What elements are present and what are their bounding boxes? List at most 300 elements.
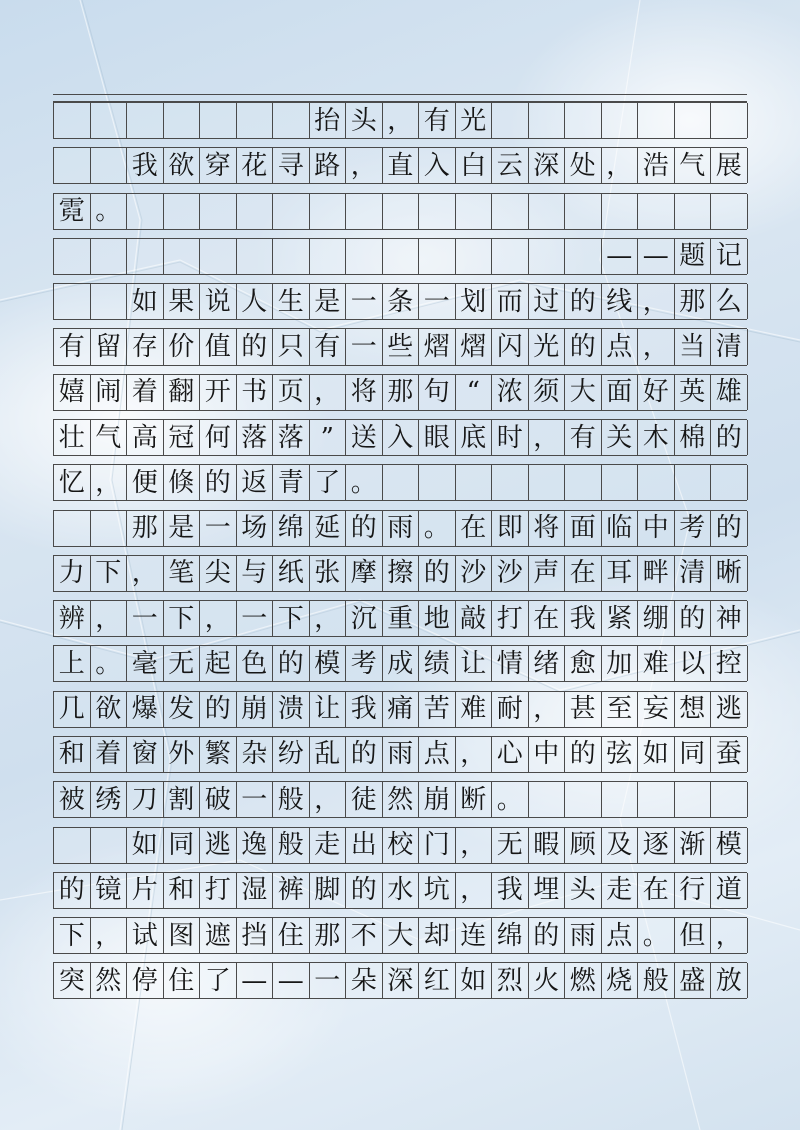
grid-cell: — <box>602 239 639 274</box>
grid-cell: ， <box>91 465 128 500</box>
grid-cell: 便 <box>127 465 164 500</box>
grid-cell: 绵 <box>273 511 310 546</box>
grid-cell: 住 <box>164 963 201 998</box>
grid-cell: 的 <box>529 918 566 953</box>
grid-cell: 的 <box>200 465 237 500</box>
grid-cell: 打 <box>492 601 529 636</box>
grid-cell: 绣 <box>91 782 128 817</box>
grid-cell <box>675 782 712 817</box>
grid-cell: 停 <box>127 963 164 998</box>
grid-cell <box>54 511 91 546</box>
grid-cell: 上 <box>54 646 91 681</box>
grid-cell: 在 <box>565 556 602 591</box>
grid-cell: 条 <box>383 284 420 319</box>
grid-cell: 繁 <box>200 737 237 772</box>
grid-cell: ， <box>456 873 493 908</box>
grid-cell: 耳 <box>602 556 639 591</box>
grid-cell: 面 <box>565 511 602 546</box>
grid-cell: 那 <box>675 284 712 319</box>
grid-cell: 至 <box>602 692 639 727</box>
grid-cell <box>383 194 420 229</box>
grid-cell: ， <box>456 737 493 772</box>
top-rule-line <box>53 94 747 102</box>
grid-cell: 有 <box>419 103 456 138</box>
grid-cell <box>127 194 164 229</box>
grid-cell: 句 <box>419 375 456 410</box>
grid-cell: 时 <box>492 420 529 455</box>
grid-cell <box>456 239 493 274</box>
grid-cell: 落 <box>237 420 274 455</box>
grid-cell: 的 <box>346 511 383 546</box>
grid-cell: 木 <box>638 420 675 455</box>
grid-cell: 坑 <box>419 873 456 908</box>
grid-cell: 打 <box>200 873 237 908</box>
grid-cell: 浩 <box>638 148 675 183</box>
grid-cell: — <box>638 239 675 274</box>
grid-cell: 想 <box>675 692 712 727</box>
grid-cell <box>675 103 712 138</box>
grid-cell: 试 <box>127 918 164 953</box>
grid-cell: 耐 <box>492 692 529 727</box>
grid-cell: 题 <box>675 239 712 274</box>
grid-cell <box>200 239 237 274</box>
grid-cell: 门 <box>419 828 456 863</box>
grid-cell: 的 <box>54 873 91 908</box>
grid-cell <box>638 194 675 229</box>
grid-cell: 翻 <box>164 375 201 410</box>
grid-cell: 。 <box>91 646 128 681</box>
grid-cell: 突 <box>54 963 91 998</box>
grid-cell <box>164 239 201 274</box>
grid-cell: 一 <box>310 963 347 998</box>
grid-cell: 力 <box>54 556 91 591</box>
grid-row <box>53 555 747 592</box>
grid-cell <box>127 103 164 138</box>
grid-cell: 难 <box>456 692 493 727</box>
grid-cell: 以 <box>675 646 712 681</box>
grid-cell: 将 <box>346 375 383 410</box>
grid-cell: ， <box>456 828 493 863</box>
grid-cell: 道 <box>711 873 748 908</box>
grid-cell: 的 <box>237 329 274 364</box>
grid-row <box>53 510 747 547</box>
grid-cell: 寻 <box>273 148 310 183</box>
grid-cell: 心 <box>492 737 529 772</box>
grid-cell: 沉 <box>346 601 383 636</box>
grid-cell: 人 <box>237 284 274 319</box>
grid-cell: 头 <box>346 103 383 138</box>
grid-cell: 如 <box>638 737 675 772</box>
grid-cell: 走 <box>310 828 347 863</box>
grid-cell: 但 <box>675 918 712 953</box>
grid-cell: 果 <box>164 284 201 319</box>
grid-cell <box>91 284 128 319</box>
grid-cell: 声 <box>529 556 566 591</box>
grid-cell: 红 <box>419 963 456 998</box>
grid-cell: 有 <box>565 420 602 455</box>
grid-cell: ， <box>310 782 347 817</box>
grid-cell: 路 <box>310 148 347 183</box>
grid-cell: 的 <box>200 692 237 727</box>
grid-cell: ， <box>529 420 566 455</box>
grid-cell: 的 <box>565 284 602 319</box>
grid-cell: 水 <box>383 873 420 908</box>
grid-cell: 深 <box>529 148 566 183</box>
grid-cell <box>54 828 91 863</box>
grid-cell: 沙 <box>492 556 529 591</box>
grid-cell: ， <box>91 918 128 953</box>
grid-cell: ， <box>638 329 675 364</box>
grid-cell: 的 <box>273 646 310 681</box>
grid-cell: 般 <box>638 963 675 998</box>
grid-cell: 逐 <box>638 828 675 863</box>
grid-cell: 张 <box>310 556 347 591</box>
grid-cell: 盛 <box>675 963 712 998</box>
grid-cell: 深 <box>383 963 420 998</box>
grid-cell: 冠 <box>164 420 201 455</box>
grid-cell: 埋 <box>529 873 566 908</box>
grid-cell <box>419 465 456 500</box>
grid-cell: 让 <box>310 692 347 727</box>
grid-cell: 延 <box>310 511 347 546</box>
grid-cell: 校 <box>383 828 420 863</box>
grid-cell: 些 <box>383 329 420 364</box>
grid-row <box>53 691 747 728</box>
grid-cell: 闹 <box>91 375 128 410</box>
grid-cell: 发 <box>164 692 201 727</box>
grid-cell: 线 <box>602 284 639 319</box>
grid-cell <box>711 782 748 817</box>
grid-cell <box>200 103 237 138</box>
grid-cell: 。 <box>492 782 529 817</box>
grid-cell: 清 <box>711 329 748 364</box>
grid-cell: 的 <box>346 737 383 772</box>
grid-cell: 那 <box>127 511 164 546</box>
grid-cell: 穿 <box>200 148 237 183</box>
grid-cell: 面 <box>602 375 639 410</box>
grid-cell: 被 <box>54 782 91 817</box>
grid-cell: 乱 <box>310 737 347 772</box>
grid-cell: 弦 <box>602 737 639 772</box>
grid-cell: 让 <box>456 646 493 681</box>
grid-cell: 雨 <box>565 918 602 953</box>
grid-cell: 徒 <box>346 782 383 817</box>
grid-cell: 那 <box>383 375 420 410</box>
grid-cell: 一 <box>419 284 456 319</box>
grid-cell <box>310 194 347 229</box>
grid-cell <box>638 103 675 138</box>
grid-cell: 当 <box>675 329 712 364</box>
grid-cell: 有 <box>310 329 347 364</box>
grid-cell: 。 <box>638 918 675 953</box>
grid-cell <box>675 465 712 500</box>
grid-cell: 纷 <box>273 737 310 772</box>
grid-cell: 记 <box>711 239 748 274</box>
grid-cell <box>91 828 128 863</box>
grid-cell: 图 <box>164 918 201 953</box>
grid-cell: 愈 <box>565 646 602 681</box>
grid-cell: 的 <box>419 556 456 591</box>
grid-cell: 值 <box>200 329 237 364</box>
grid-cell: 和 <box>164 873 201 908</box>
grid-cell: 爆 <box>127 692 164 727</box>
grid-row <box>53 827 747 864</box>
grid-cell <box>529 103 566 138</box>
grid-cell: 如 <box>127 284 164 319</box>
grid-cell: 是 <box>164 511 201 546</box>
grid-row <box>53 645 747 682</box>
grid-cell: 过 <box>529 284 566 319</box>
grid-cell <box>492 239 529 274</box>
grid-cell: 英 <box>675 375 712 410</box>
grid-cell: 落 <box>273 420 310 455</box>
grid-cell: 一 <box>346 329 383 364</box>
grid-cell: 然 <box>383 782 420 817</box>
grid-row <box>53 736 747 773</box>
grid-cell: 的 <box>711 420 748 455</box>
grid-row <box>53 283 747 320</box>
grid-cell: 和 <box>54 737 91 772</box>
grid-cell: 杂 <box>237 737 274 772</box>
grid-rows <box>53 102 747 999</box>
grid-cell: 崩 <box>237 692 274 727</box>
grid-cell: 渐 <box>675 828 712 863</box>
grid-cell: 光 <box>529 329 566 364</box>
grid-cell: 头 <box>565 873 602 908</box>
grid-cell: 却 <box>419 918 456 953</box>
grid-cell: 。 <box>419 511 456 546</box>
grid-cell <box>383 465 420 500</box>
grid-cell: 住 <box>273 918 310 953</box>
grid-cell: 着 <box>91 737 128 772</box>
grid-cell <box>456 194 493 229</box>
grid-cell: 一 <box>237 601 274 636</box>
grid-cell: 擦 <box>383 556 420 591</box>
grid-cell: ， <box>346 148 383 183</box>
grid-cell: 关 <box>602 420 639 455</box>
grid-cell: 场 <box>237 511 274 546</box>
grid-cell: 我 <box>127 148 164 183</box>
grid-cell: 镜 <box>91 873 128 908</box>
grid-cell <box>383 239 420 274</box>
grid-cell: 逸 <box>237 828 274 863</box>
grid-cell: 送 <box>346 420 383 455</box>
grid-cell: 下 <box>164 601 201 636</box>
grid-cell: 霓 <box>54 194 91 229</box>
grid-cell: 一 <box>127 601 164 636</box>
grid-cell: ， <box>529 692 566 727</box>
grid-cell: 如 <box>127 828 164 863</box>
grid-cell: — <box>273 963 310 998</box>
grid-cell <box>54 284 91 319</box>
grid-cell <box>565 465 602 500</box>
grid-cell: 熠 <box>419 329 456 364</box>
grid-cell <box>273 239 310 274</box>
grid-cell: 火 <box>529 963 566 998</box>
grid-cell <box>529 194 566 229</box>
grid-cell: 一 <box>200 511 237 546</box>
grid-cell: 只 <box>273 329 310 364</box>
grid-cell <box>54 148 91 183</box>
grid-cell <box>54 239 91 274</box>
grid-cell: 笔 <box>164 556 201 591</box>
grid-cell: 遮 <box>200 918 237 953</box>
grid-cell: 页 <box>273 375 310 410</box>
grid-cell: 价 <box>164 329 201 364</box>
grid-cell: 然 <box>91 963 128 998</box>
composition-grid-paper <box>53 94 747 1008</box>
grid-cell <box>54 103 91 138</box>
grid-cell: 生 <box>273 284 310 319</box>
grid-row <box>53 917 747 954</box>
grid-cell: 模 <box>711 828 748 863</box>
grid-cell <box>91 511 128 546</box>
grid-cell: 光 <box>456 103 493 138</box>
grid-cell: 倏 <box>164 465 201 500</box>
grid-cell: 大 <box>565 375 602 410</box>
grid-cell: 成 <box>383 646 420 681</box>
grid-cell: ， <box>200 601 237 636</box>
grid-cell <box>273 103 310 138</box>
grid-cell: 无 <box>164 646 201 681</box>
grid-cell: 展 <box>711 148 748 183</box>
grid-row <box>53 464 747 501</box>
grid-cell: ， <box>638 284 675 319</box>
grid-row <box>53 102 747 139</box>
grid-row <box>53 781 747 818</box>
grid-cell: 般 <box>273 782 310 817</box>
grid-cell <box>310 239 347 274</box>
grid-cell: 考 <box>675 511 712 546</box>
grid-cell: 说 <box>200 284 237 319</box>
grid-cell: 控 <box>711 646 748 681</box>
grid-cell: 湿 <box>237 873 274 908</box>
grid-row <box>53 962 747 999</box>
grid-cell: ， <box>383 103 420 138</box>
grid-cell: 畔 <box>638 556 675 591</box>
grid-cell: 了 <box>310 465 347 500</box>
grid-cell <box>711 103 748 138</box>
grid-cell: 逃 <box>711 692 748 727</box>
grid-cell <box>492 103 529 138</box>
grid-cell <box>638 465 675 500</box>
grid-cell: 色 <box>237 646 274 681</box>
grid-cell: 青 <box>273 465 310 500</box>
grid-cell: 脚 <box>310 873 347 908</box>
grid-cell: — <box>237 963 274 998</box>
grid-cell: 沙 <box>456 556 493 591</box>
grid-cell: 痛 <box>383 692 420 727</box>
grid-cell: 割 <box>164 782 201 817</box>
grid-cell: 中 <box>529 737 566 772</box>
grid-cell: ， <box>310 601 347 636</box>
grid-cell: 闪 <box>492 329 529 364</box>
grid-cell <box>492 465 529 500</box>
grid-cell: 我 <box>346 692 383 727</box>
grid-cell: 我 <box>492 873 529 908</box>
grid-cell: ， <box>711 918 748 953</box>
grid-cell: 忆 <box>54 465 91 500</box>
grid-cell: 甚 <box>565 692 602 727</box>
grid-cell: 一 <box>346 284 383 319</box>
grid-cell: 摩 <box>346 556 383 591</box>
grid-cell: 出 <box>346 828 383 863</box>
grid-cell: 处 <box>565 148 602 183</box>
grid-cell <box>565 103 602 138</box>
grid-row <box>53 328 747 365</box>
grid-cell: 般 <box>273 828 310 863</box>
grid-cell: 在 <box>638 873 675 908</box>
grid-cell: ” <box>310 420 347 455</box>
grid-row <box>53 872 747 909</box>
grid-cell: 在 <box>529 601 566 636</box>
grid-cell: ， <box>310 375 347 410</box>
grid-cell: 的 <box>565 737 602 772</box>
grid-cell: 同 <box>675 737 712 772</box>
grid-cell: 是 <box>310 284 347 319</box>
grid-cell: 尖 <box>200 556 237 591</box>
grid-cell: 重 <box>383 601 420 636</box>
grid-cell: 高 <box>127 420 164 455</box>
grid-cell: 嬉 <box>54 375 91 410</box>
grid-cell: 气 <box>91 420 128 455</box>
grid-cell: 刀 <box>127 782 164 817</box>
grid-cell: 临 <box>602 511 639 546</box>
grid-cell <box>346 194 383 229</box>
grid-cell: 下 <box>273 601 310 636</box>
grid-cell: 棉 <box>675 420 712 455</box>
grid-cell: 同 <box>164 828 201 863</box>
grid-cell: 烧 <box>602 963 639 998</box>
grid-cell: 朵 <box>346 963 383 998</box>
grid-cell: 几 <box>54 692 91 727</box>
grid-cell <box>529 782 566 817</box>
grid-cell <box>419 194 456 229</box>
grid-cell: 壮 <box>54 420 91 455</box>
grid-cell: 眼 <box>419 420 456 455</box>
grid-cell: 敲 <box>456 601 493 636</box>
grid-cell: 熠 <box>456 329 493 364</box>
grid-cell: 妄 <box>638 692 675 727</box>
grid-cell: 外 <box>164 737 201 772</box>
grid-cell <box>675 194 712 229</box>
grid-cell <box>602 465 639 500</box>
grid-cell: 欲 <box>164 148 201 183</box>
grid-cell: 片 <box>127 873 164 908</box>
grid-cell: ， <box>602 148 639 183</box>
grid-cell: 何 <box>200 420 237 455</box>
grid-cell: 划 <box>456 284 493 319</box>
grid-cell: 晰 <box>711 556 748 591</box>
grid-cell <box>638 782 675 817</box>
grid-cell: 绪 <box>529 646 566 681</box>
grid-cell: 雨 <box>383 511 420 546</box>
grid-cell: 燃 <box>565 963 602 998</box>
grid-cell <box>200 194 237 229</box>
grid-cell: 直 <box>383 148 420 183</box>
grid-cell: 不 <box>346 918 383 953</box>
grid-cell: 的 <box>565 329 602 364</box>
grid-cell: 留 <box>91 329 128 364</box>
grid-cell: 与 <box>237 556 274 591</box>
grid-cell: 溃 <box>273 692 310 727</box>
grid-cell: 好 <box>638 375 675 410</box>
grid-cell: 在 <box>456 511 493 546</box>
grid-cell: 紧 <box>602 601 639 636</box>
grid-cell <box>91 103 128 138</box>
grid-cell: 将 <box>529 511 566 546</box>
grid-cell: 抬 <box>310 103 347 138</box>
